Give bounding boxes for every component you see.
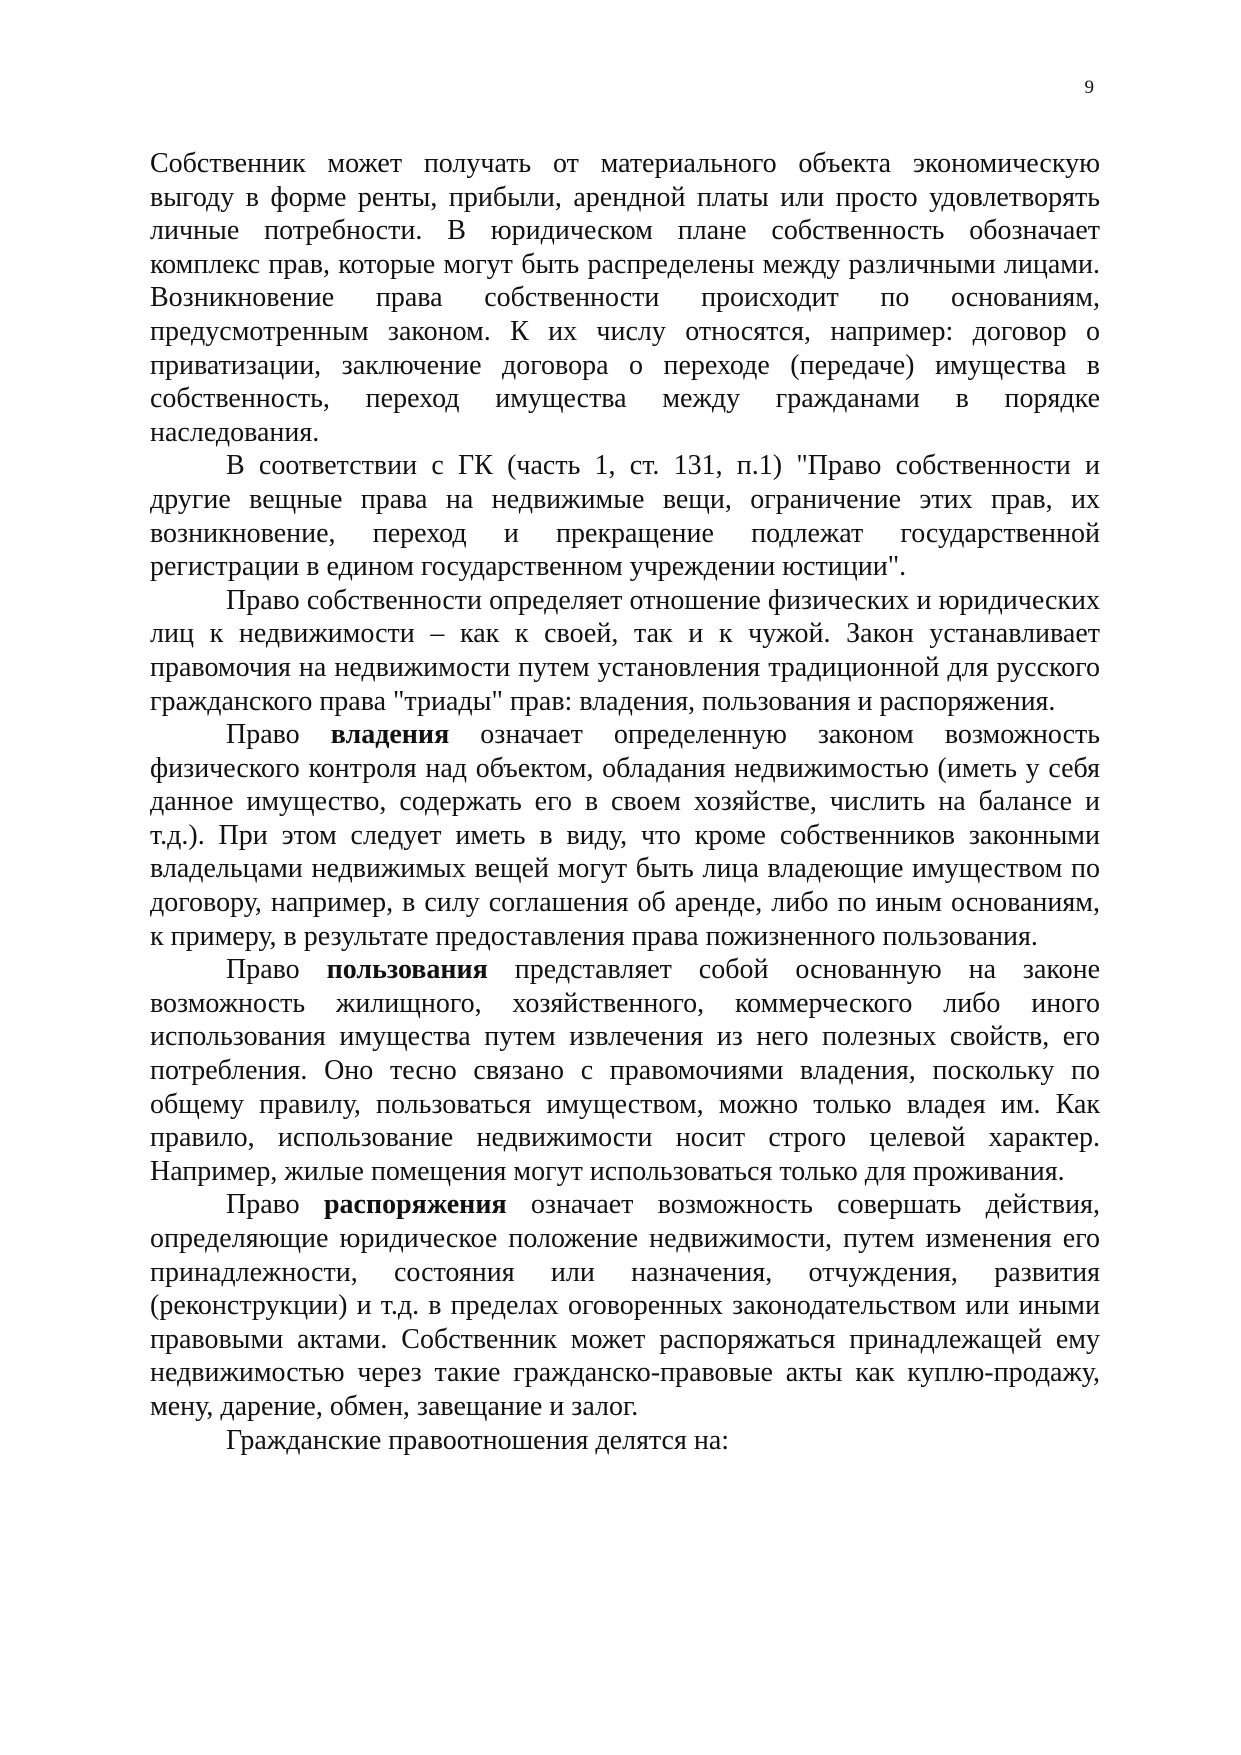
term-possession: владения (330, 719, 450, 751)
paragraph-lead: Право (226, 719, 300, 751)
paragraph-lead: Право (226, 1189, 300, 1221)
page-number: 9 (1084, 77, 1094, 98)
paragraph-body: представляет собой основанную на законе возможность жилищного, хозяйственного, коммерческого либо иного использования имущества путем извлечения из него полезных свойств, его потребления. Оно тесно связано с правомочиями владения, поскольку по общему правилу, пользоваться имуществом, можно только владея им. Как правило, использование недвижимости носит строго целевой характер. Например, жилые помещения могут использоваться только для проживания. (150, 954, 1101, 1187)
paragraph-disposal (150, 1188, 1100, 1423)
paragraph-civil-relations: Гражданские правоотношения делятся на: (226, 1424, 730, 1456)
paragraph-ownership-intro: Собственник может получать от материального объекта экономическую выгоду в форме ренты, прибыли, арендной платы или просто удовлетворять личные потребности. В юридическом плане собственность обозначает комплекс прав, которые могут быть распределены между различными лицами. Возникновение права собственности происходит по основаниям, предусмотренным законом. К их числу относятся, например: договор о приватизации, заключение договора о переходе (передаче) имущества в собственность, переход имущества между гражданами в порядке наследования. (150, 148, 1100, 448)
paragraph-possession (150, 718, 1100, 953)
body-text (150, 147, 1100, 1457)
paragraph-body: означает определенную законом возможность физического контроля над объектом, обладания недвижимостью (иметь у себя данное имущество, содержать его в своем хозяйстве, числить на балансе и т.д.). При этом следует иметь в виду, что кроме собственников законными владельцами недвижимых вещей могут быть лица владеющие имуществом по договору, например, в силу соглашения об аренде, либо по иным основаниям, к примеру, в результате предоставления права пожизненного пользования. (150, 719, 1101, 952)
paragraph-lead: Право (226, 954, 300, 986)
paragraph-use (150, 953, 1100, 1188)
paragraph-civil-code: В соответствии с ГК (часть 1, ст. 131, п.1) "Право собственности и другие вещные права на недвижимые вещи, ограничение этих прав, их возникновение, переход и прекращение подлежат государственной регистрации в едином государственном учреждении юстиции". (150, 450, 1100, 583)
paragraph-triad: Право собственности определяет отношение физических и юридических лиц к недвижимости – как к своей, так и к чужой. Закон устанавливает правомочия на недвижимости путем установления традиционной для русского гражданского права "триады" прав: владения, пользования и распоряжения. (150, 584, 1100, 717)
term-disposal: распоряжения (323, 1189, 507, 1221)
paragraph-body: означает возможность совершать действия, определяющие юридическое положение недвижимости, путем изменения его принадлежности, состояния или назначения, отчуждения, развития (реконструкции) и т.д. в пределах оговоренных законодательством или иными правовыми актами. Собственник может распоряжаться принадлежащей ему недвижимостью через такие гражданско-правовые акты как куплю-продажу, мену, дарение, обмен, завещание и залог. (150, 1189, 1101, 1422)
term-use: пользования (326, 954, 488, 986)
